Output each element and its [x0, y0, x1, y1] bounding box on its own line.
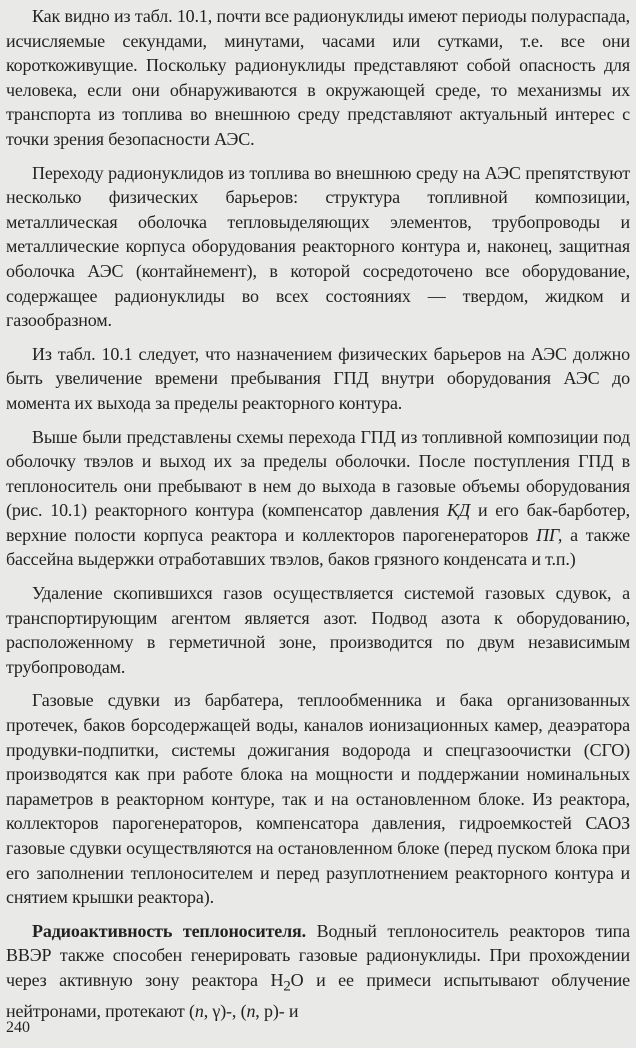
paragraph-6 [6, 688, 630, 909]
paragraph-2 [6, 161, 630, 333]
paragraph-text: и его бак-барботер, верхние полости корпуса реактора и коллекторов парогенераторов [6, 500, 630, 545]
neutron-symbol: n [194, 1001, 204, 1022]
paragraph-4 [6, 425, 630, 573]
paragraph-text: Выше были представлены схемы перехода ГПД из топливной композиции под оболочку твэлов и выход их за пределы оболочки. После поступления ГПД в теплоноситель они пребывают в нем до выхода в газовые объемы оборудования (рис. 10.1) реакторного контура (компенсатор давления [6, 426, 630, 521]
paragraph-text: Из табл. 10.1 следует, что назначением физических барьеров на АЭС должно быть увеличение времени пребывания ГПД внутри оборудования АЭС до момента их выхода за пределы реакторного контура. [6, 343, 630, 413]
paragraph-5 [6, 581, 630, 679]
paragraph-text: , р)- и [255, 1001, 299, 1022]
neutron-symbol: n [246, 1001, 256, 1022]
page-number: 240 [6, 1019, 30, 1036]
paragraph-1 [6, 4, 630, 152]
paragraph-text: Газовые сдувки из барбатера, теплообменника и бака организованных протечек, баков борсодержащей воды, каналов ионизационных камер, деаэратора продувки-подпитки, системы дожигания водорода и спецгазоочистки (СГО) производятся как при работе блока на мощности и поддержании номинальных параметров в реакторном контуре, так и на остановленном блоке. Из реактора, коллекторов парогенераторов, компенсатора давления, гидроемкостей САОЗ газовые сдувки осуществляются на остановленном блоке (перед пуском блока при его заполнении теплоносителем и перед разуплотнением реакторного контура и снятием крышки реактора). [6, 690, 630, 908]
pressurizer-abbr: КД [446, 500, 471, 521]
section-run-in-heading: Радиоактивность теплоносителя. [32, 920, 307, 941]
paragraph-3 [6, 342, 630, 416]
paragraph-text: а также бассейна выдержки отработавших твэлов, баков грязного конденсата и т.п.) [6, 524, 630, 570]
subscript: 2 [283, 978, 291, 995]
paragraph-text: , γ)-, ( [203, 1001, 247, 1022]
steam-generator-abbr: ПГ, [536, 524, 563, 545]
paragraph-text: Переходу радионуклидов из топлива во внешнюю среду на АЭС препятствуют несколько физических барьеров: структура топливной композиции, металлическая оболочка тепловыделяющих элементов, трубопроводы и металлические корпуса оборудования реакторного контура и, наконец, защитная оболочка АЭС (контайнемент), в которой сосредоточено все оборудование, содержащее радионуклиды во всех состояниях — твердом, жидком и газообразном. [6, 162, 630, 331]
paragraph-text: Водный теплоноситель реакторов типа ВВЭР также способен генерировать газовые радионуклиды. При прохождении через активную зону реактора H [6, 920, 631, 990]
paragraph-text: Как видно из табл. 10.1, почти все радионуклиды имеют периоды полураспада, исчисляемые секундами, минутами, часами или сутками, т.е. все они короткоживущие. Поскольку радионуклиды представляют собой опасность для человека, если они обнаруживаются в окружающей среде, то механизмы их транспорта из топлива во внешнюю среду представляют актуальный интерес с точки зрения безопасности АЭС. [6, 6, 630, 149]
paragraph-text: O и ее примеси испытывают облучение нейтронами, протекают ( [6, 969, 631, 1022]
paragraph-7 [6, 919, 630, 1024]
paragraph-text: Удаление скопившихся газов осуществляется системой газовых сдувок, а транспортирующим агентом является азот. Подвод азота к оборудованию, расположенному в герметичной зоне, производится по двум независимым трубопроводам. [6, 583, 630, 677]
